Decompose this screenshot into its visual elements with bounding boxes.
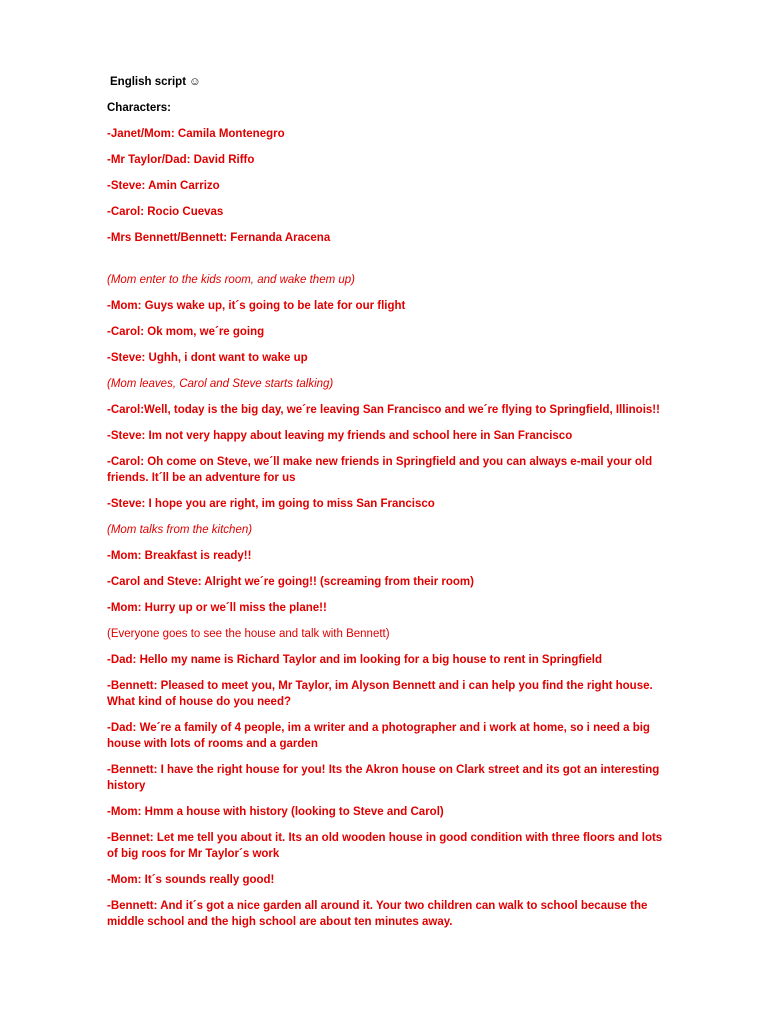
dialogue-line: -Dad: Hello my name is Richard Taylor and im looking for a big house to rent in Springfield [107,654,602,666]
dialogue-line: -Carol:Well, today is the big day, we´re leaving San Francisco and we´re flying to Springfield, Illinois!! [107,404,660,416]
dialogue-line: -Mom: Guys wake up, it´s going to be late for our flight [107,300,406,312]
script-content [107,74,667,940]
dialogue-line: -Bennet: Let me tell you about it. Its an old wooden house in good condition with three floors and lots of big roos for Mr Taylor´s work [107,832,663,860]
character-entry: -Carol: Rocio Cuevas [107,206,224,218]
dialogue-line: -Steve: Ughh, i dont want to wake up [107,352,308,364]
dialogue-line: -Carol and Steve: Alright we´re going!! (screaming from their room) [107,576,474,588]
dialogue-line: -Mom: Breakfast is ready!! [107,550,252,562]
character-entry: -Steve: Amin Carrizo [107,180,220,192]
dialogue-line: -Bennett: Pleased to meet you, Mr Taylor, im Alyson Bennett and i can help you find the right house. What kind of house do you need? [107,680,653,708]
dialogue-line: -Carol: Ok mom, we´re going [107,326,265,338]
script-lines [107,272,667,930]
dialogue-line: -Bennett: And it´s got a nice garden all around it. Your two children can walk to school because the middle school and the high school are about ten minutes away. [107,900,648,928]
dialogue-line: -Mom: Hurry up or we´ll miss the plane!! [107,602,327,614]
stage-direction: (Mom talks from the kitchen) [107,524,253,536]
document-title: English script [110,76,187,88]
dialogue-line: -Dad: We´re a family of 4 people, im a writer and a photographer and i work at home, so i need a big house with lots of rooms and a garden [107,722,650,750]
character-entry: -Mrs Bennett/Bennett: Fernanda Aracena [107,232,331,244]
stage-direction: (Mom enter to the kids room, and wake them up) [107,274,355,286]
dialogue-line: -Carol: Oh come on Steve, we´ll make new friends in Springfield and you can always e-mail your old friends. It´ll be an adventure for us [107,456,653,484]
dialogue-line: -Mom: It´s sounds really good! [107,874,275,886]
dialogue-line: -Mom: Hmm a house with history (looking to Steve and Carol) [107,806,444,818]
stage-direction: (Mom leaves, Carol and Steve starts talking) [107,378,334,390]
section-spacer [107,256,667,272]
document-title-line [110,74,667,90]
smiley-face-icon: ☺ [189,76,201,88]
dialogue-line: -Bennett: I have the right house for you! Its the Akron house on Clark street and its got an interesting history [107,764,660,792]
scene-note: (Everyone goes to see the house and talk with Bennett) [107,628,390,640]
character-entry: -Janet/Mom: Camila Montenegro [107,128,285,140]
dialogue-line: -Steve: Im not very happy about leaving my friends and school here in San Francisco [107,430,573,442]
dialogue-line: -Steve: I hope you are right, im going to miss San Francisco [107,498,435,510]
characters-heading: Characters: [107,102,171,114]
character-entry: -Mr Taylor/Dad: David Riffo [107,154,255,166]
